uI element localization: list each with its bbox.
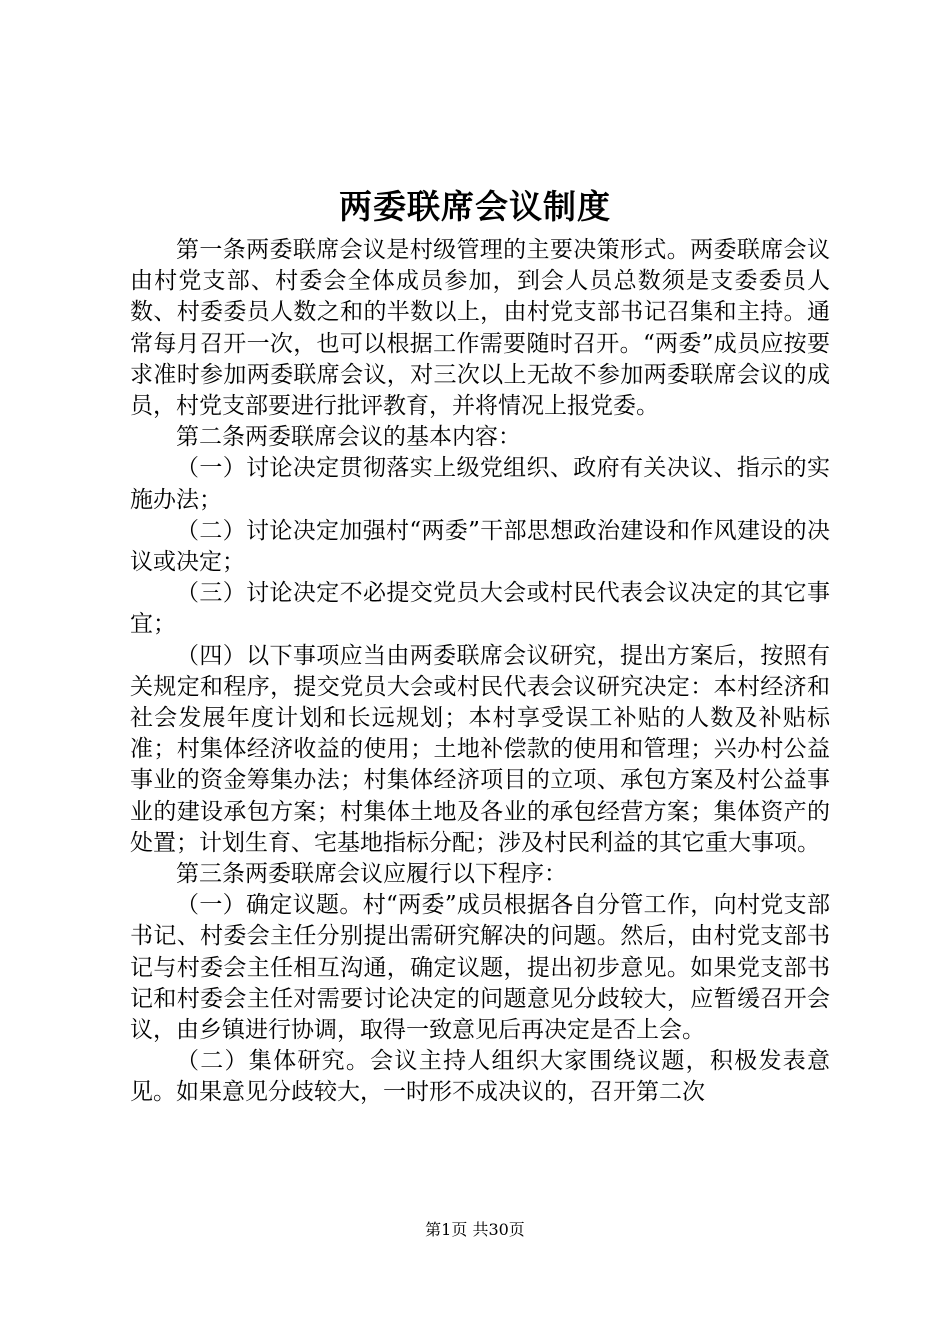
paragraph-article-2-item-1: （一）讨论决定贯彻落实上级党组织、政府有关决议、指示的实施办法；: [130, 455, 830, 513]
paragraph-article-2-item-4: （四）以下事项应当由两委联席会议研究，提出方案后，按照有关规定和程序，提交党员大会或村民代表会议研究决定：本村经济和社会发展年度计划和长远规划；本村享受误工补贴的人数及补贴标准；村集体经济收益的使用；土地补偿款的使用和管理；兴办村公益事业的资金筹集办法；村集体经济项目的立项、承包方案及村公益事业的建设承包方案；村集体土地及各业的承包经营方案；集体资产的处置；计划生育、宅基地指标分配；涉及村民利益的其它重大事项。: [130, 642, 830, 856]
paragraph-article-3-item-1: （一）确定议题。村“两委”成员根据各自分管工作，向村党支部书记、村委会主任分别提出需研究解决的问题。然后，由村党支部书记与村委会主任相互沟通，确定议题，提出初步意见。如果党支部书记和村委会主任对需要讨论决定的问题意见分歧较大，应暂缓召开会议，由乡镇进行协调，取得一致意见后再决定是否上会。: [130, 892, 830, 1044]
paragraph-article-3-item-2: （二）集体研究。会议主持人组织大家围绕议题，积极发表意见。如果意见分歧较大，一时形不成决议的，召开第二次: [130, 1048, 830, 1106]
paragraph-article-2-heading: 第二条两委联席会议的基本内容：: [176, 424, 521, 451]
document-body: [130, 235, 830, 1109]
paragraph-article-2-item-2: （二）讨论决定加强村“两委”干部思想政治建设和作风建设的决议或决定；: [130, 517, 830, 576]
paragraph-article-3-heading: 第三条两委联席会议应履行以下程序：: [176, 861, 567, 888]
page-number-footer: 第1页 共30页: [425, 1220, 525, 1239]
document-title: 两委联席会议制度: [339, 187, 611, 226]
paragraph-article-1: 第一条两委联席会议是村级管理的主要决策形式。两委联席会议由村党支部、村委会全体成员参加，到会人员总数须是支委委员人数、村委委员人数之和的半数以上，由村党支部书记召集和主持。通常每月召开一次，也可以根据工作需要随时召开。“两委”成员应按要求准时参加两委联席会议，对三次以上无故不参加两委联席会议的成员，村党支部要进行批评教育，并将情况上报党委。: [130, 237, 830, 420]
paragraph-article-2-item-3: （三）讨论决定不必提交党员大会或村民代表会议决定的其它事宜；: [130, 580, 830, 638]
